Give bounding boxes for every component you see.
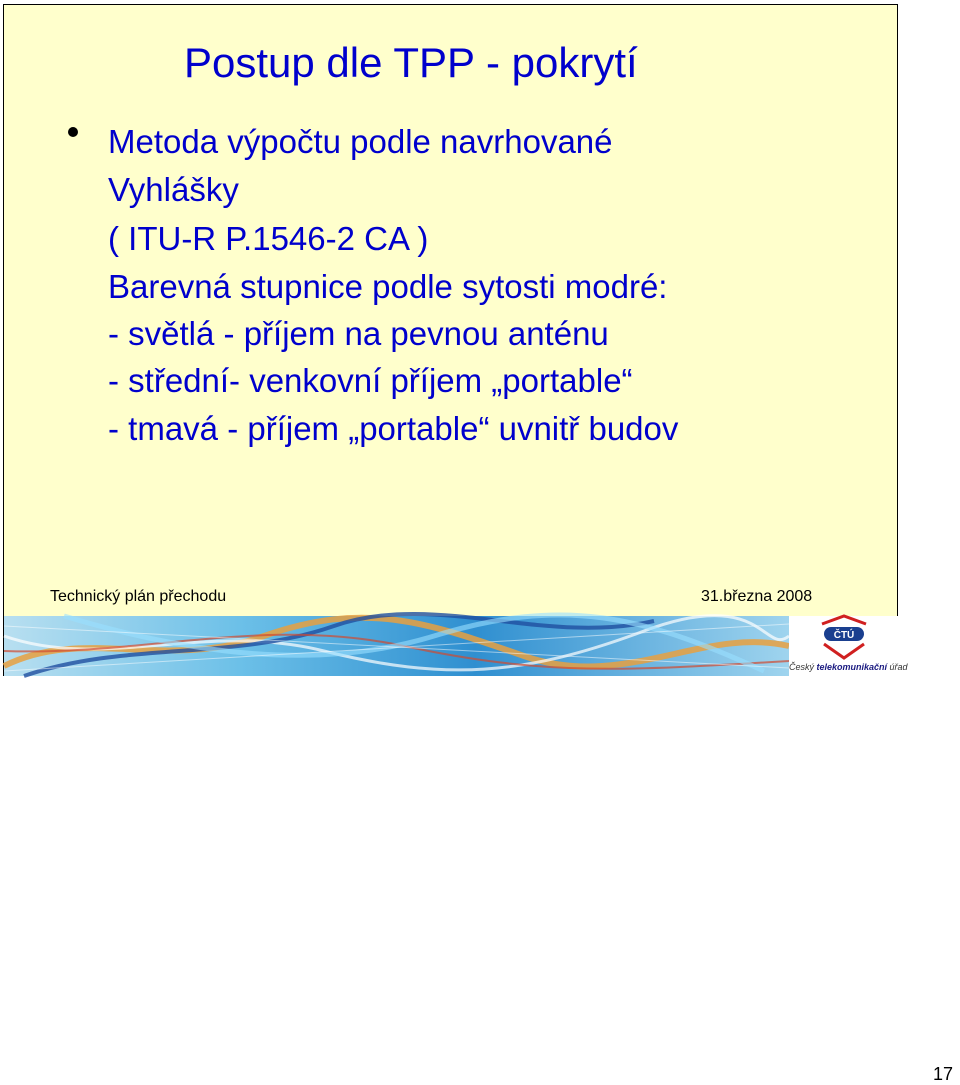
body-line: Vyhlášky [108,171,239,208]
body-line: ( ITU-R P.1546-2 CA ) [108,220,429,257]
body-line: - světlá - příjem na pevnou anténu [108,315,609,352]
logo-text: Český telekomunikační úřad [789,662,908,672]
page-number: 17 [933,1064,954,1084]
ctu-emblem-icon [789,616,899,662]
slide-title: Postup dle TPP - pokrytí [184,39,638,86]
svg-text:ČTÚ: ČTÚ [833,630,855,641]
body-line: Barevná stupnice podle sytosti modré: [108,268,668,305]
footer-date: 31.března 2008 [701,588,813,605]
decorative-band [4,616,789,676]
slide [3,4,908,676]
body-line: Metoda výpočtu podle navrhované [108,123,613,160]
body-line: - střední- venkovní příjem „portable“ [108,362,633,399]
ctu-logo [789,616,908,676]
bullet-icon [68,127,78,137]
body-line: - tmavá - příjem „portable“ uvnitř budov [108,410,679,447]
footer-title: Technický plán přechodu [50,588,227,605]
